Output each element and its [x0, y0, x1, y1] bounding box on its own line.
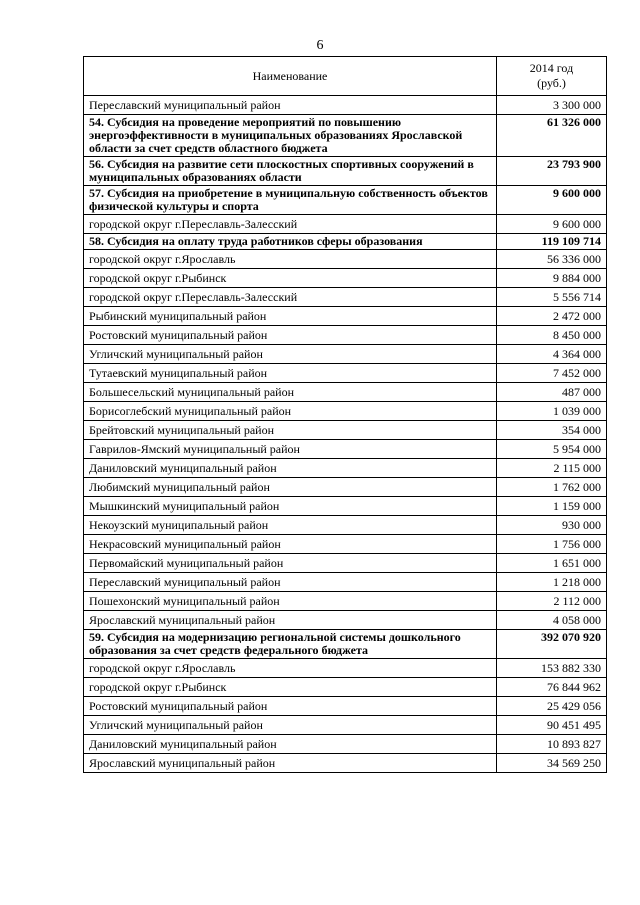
table-row — [84, 345, 607, 364]
table-row — [84, 288, 607, 307]
table-row — [84, 459, 607, 478]
row-name: Пошехонский муниципальный район — [84, 592, 497, 611]
row-value: 119 109 714 — [497, 234, 607, 250]
row-name: Борисоглебский муниципальный район — [84, 402, 497, 421]
row-value: 1 039 000 — [497, 402, 607, 421]
row-name: Некоузский муниципальный район — [84, 516, 497, 535]
table-row-section — [84, 157, 607, 186]
column-header-year — [497, 57, 607, 96]
row-name: Брейтовский муниципальный район — [84, 421, 497, 440]
row-name: Угличский муниципальный район — [84, 345, 497, 364]
row-value: 9 600 000 — [497, 215, 607, 234]
table-row — [84, 269, 607, 288]
table-row — [84, 535, 607, 554]
row-name: Угличский муниципальный район — [84, 716, 497, 735]
row-name: городской округ г.Переславль-Залесский — [84, 215, 497, 234]
row-name: Даниловский муниципальный район — [84, 459, 497, 478]
row-name: Мышкинский муниципальный район — [84, 497, 497, 516]
row-value: 4 058 000 — [497, 611, 607, 630]
row-name: Ярославский муниципальный район — [84, 754, 497, 773]
column-header-name: Наименование — [84, 57, 497, 96]
row-value: 61 326 000 — [497, 115, 607, 157]
row-value: 1 756 000 — [497, 535, 607, 554]
row-value: 153 882 330 — [497, 659, 607, 678]
row-name: 59. Субсидия на модернизацию региональной системы дошкольного образования за счет средств федерального бюджета — [84, 630, 497, 659]
table-row — [84, 383, 607, 402]
table-row — [84, 440, 607, 459]
table-row — [84, 554, 607, 573]
row-name: Первомайский муниципальный район — [84, 554, 497, 573]
row-value: 392 070 920 — [497, 630, 607, 659]
row-value: 9 600 000 — [497, 186, 607, 215]
table-header-row — [84, 57, 607, 96]
row-name: Ярославский муниципальный район — [84, 611, 497, 630]
row-name: Любимский муниципальный район — [84, 478, 497, 497]
row-name: Некрасовский муниципальный район — [84, 535, 497, 554]
row-name: 54. Субсидия на проведение мероприятий по повышению энергоэффективности в муниципальных образованиях Ярославской области за счет средств областного бюджета — [84, 115, 497, 157]
table-row — [84, 678, 607, 697]
row-name: 56. Субсидия на развитие сети плоскостных спортивных сооружений в муниципальных образованиях области — [84, 157, 497, 186]
table-row — [84, 611, 607, 630]
table-row — [84, 421, 607, 440]
table-row — [84, 716, 607, 735]
unit-label: (руб.) — [537, 76, 566, 90]
row-name: городской округ г.Ярославль — [84, 659, 497, 678]
row-value: 3 300 000 — [497, 96, 607, 115]
table-row-section — [84, 630, 607, 659]
row-value: 25 429 056 — [497, 697, 607, 716]
row-value: 930 000 — [497, 516, 607, 535]
row-name: городской округ г.Ярославль — [84, 250, 497, 269]
row-name: Переславский муниципальный район — [84, 96, 497, 115]
row-name: городской округ г.Рыбинск — [84, 678, 497, 697]
table-row — [84, 516, 607, 535]
row-name: Большесельский муниципальный район — [84, 383, 497, 402]
table-row — [84, 96, 607, 115]
table-row — [84, 573, 607, 592]
row-name: Гаврилов-Ямский муниципальный район — [84, 440, 497, 459]
row-value: 9 884 000 — [497, 269, 607, 288]
row-value: 2 115 000 — [497, 459, 607, 478]
row-value: 2 472 000 — [497, 307, 607, 326]
row-value: 1 218 000 — [497, 573, 607, 592]
table-row — [84, 697, 607, 716]
row-value: 7 452 000 — [497, 364, 607, 383]
row-value: 76 844 962 — [497, 678, 607, 697]
row-value: 354 000 — [497, 421, 607, 440]
table-row-section — [84, 115, 607, 157]
row-value: 1 651 000 — [497, 554, 607, 573]
row-name: 58. Субсидия на оплату труда работников сферы образования — [84, 234, 497, 250]
table-row — [84, 215, 607, 234]
row-value: 4 364 000 — [497, 345, 607, 364]
table-row-section — [84, 234, 607, 250]
row-name: Тутаевский муниципальный район — [84, 364, 497, 383]
table-row — [84, 659, 607, 678]
table-row — [84, 364, 607, 383]
row-name: городской округ г.Рыбинск — [84, 269, 497, 288]
page-number: 6 — [316, 38, 324, 53]
table-body — [84, 96, 607, 773]
table-row — [84, 326, 607, 345]
budget-table — [83, 56, 607, 773]
row-value: 10 893 827 — [497, 735, 607, 754]
row-value: 1 159 000 — [497, 497, 607, 516]
row-value: 23 793 900 — [497, 157, 607, 186]
row-name: Рыбинский муниципальный район — [84, 307, 497, 326]
row-value: 56 336 000 — [497, 250, 607, 269]
row-value: 34 569 250 — [497, 754, 607, 773]
row-value: 90 451 495 — [497, 716, 607, 735]
row-name: Даниловский муниципальный район — [84, 735, 497, 754]
row-name: Ростовский муниципальный район — [84, 697, 497, 716]
row-name: городской округ г.Переславль-Залесский — [84, 288, 497, 307]
table-row — [84, 478, 607, 497]
table-row — [84, 497, 607, 516]
row-value: 8 450 000 — [497, 326, 607, 345]
row-name: Переславский муниципальный район — [84, 573, 497, 592]
row-value: 5 556 714 — [497, 288, 607, 307]
row-name: Ростовский муниципальный район — [84, 326, 497, 345]
row-value: 5 954 000 — [497, 440, 607, 459]
year-label: 2014 год — [529, 61, 574, 75]
table-row — [84, 307, 607, 326]
row-value: 1 762 000 — [497, 478, 607, 497]
table-row — [84, 402, 607, 421]
row-value: 2 112 000 — [497, 592, 607, 611]
table-row-section — [84, 186, 607, 215]
table-row — [84, 592, 607, 611]
table-row — [84, 735, 607, 754]
table-row — [84, 250, 607, 269]
row-name: 57. Субсидия на приобретение в муниципальную собственность объектов физической культуры и спорта — [84, 186, 497, 215]
table-row — [84, 754, 607, 773]
row-value: 487 000 — [497, 383, 607, 402]
